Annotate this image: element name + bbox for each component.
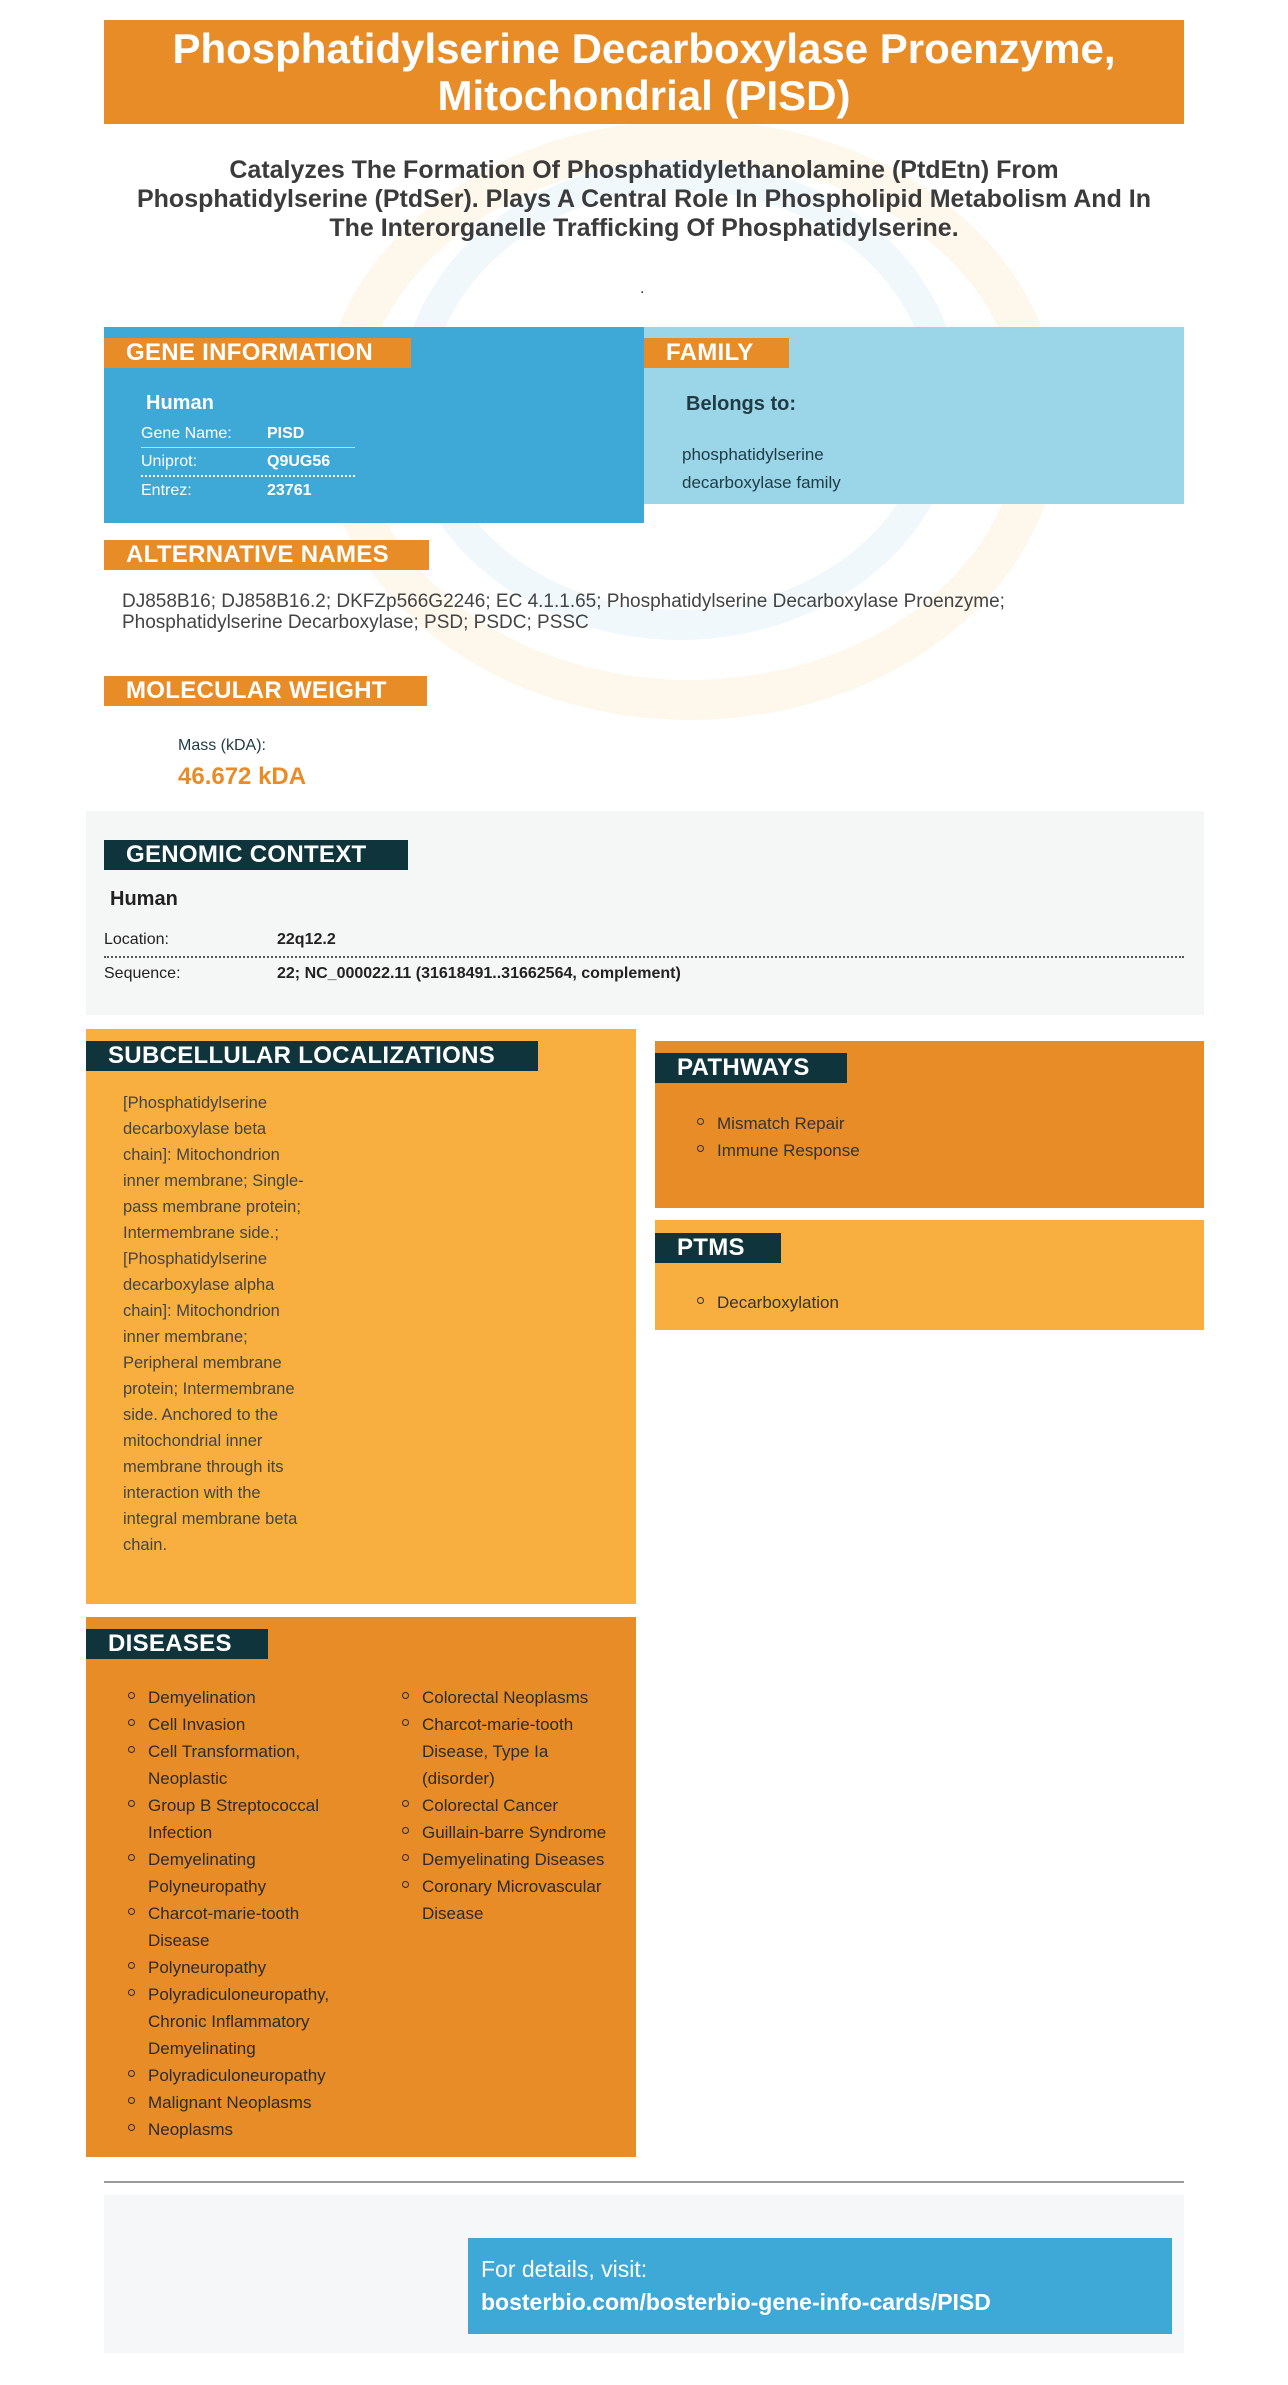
diseases-list-left — [124, 1684, 364, 2143]
family-heading: FAMILY — [644, 338, 789, 368]
family-line: phosphatidylserine — [682, 445, 824, 464]
gene-info-species: Human — [146, 392, 214, 414]
sequence-value: 22; NC_000022.11 (31618491..31662564, complement) — [277, 965, 681, 982]
disease-item: Cell Invasion — [124, 1711, 364, 1738]
disease-item: Polyneuropathy — [124, 1954, 364, 1981]
subcellular-line: integral membrane beta — [123, 1510, 298, 1528]
summary-text: Catalyzes The Formation Of Phosphatidylethanolamine (PtdEtn) From Phosphatidylserine (PtdSer). Plays A Central Role In Phospholipid Metabolism And In The Interorganelle Trafficking Of Phosphatidylserine. — [136, 156, 1152, 242]
footer-link[interactable]: bosterbio.com/bosterbio-gene-info-cards/PISD — [481, 2289, 991, 2315]
entrez-value: 23761 — [267, 481, 312, 499]
entrez-label: Entrez: — [141, 481, 192, 499]
genomic-table — [104, 924, 1184, 990]
subcellular-line: [Phosphatidylserine — [123, 1094, 268, 1112]
pathway-item: Immune Response — [693, 1137, 860, 1164]
uniprot-label: Uniprot: — [141, 452, 198, 470]
footer-prefix: For details, visit: — [481, 2256, 648, 2282]
subcellular-line: inner membrane; — [123, 1328, 248, 1346]
subcellular-line: chain. — [123, 1536, 168, 1554]
gene-info-heading: GENE INFORMATION — [104, 338, 411, 368]
mass-label: Mass (kDA): — [178, 737, 266, 754]
subcellular-line: interaction with the — [123, 1484, 261, 1502]
page-title: Phosphatidylserine Decarboxylase Proenzyme, Mitochondrial (PISD) — [172, 25, 1116, 119]
entrez-row — [141, 477, 355, 504]
disease-item: Polyradiculoneuropathy — [124, 2062, 364, 2089]
pathway-item: Mismatch Repair — [693, 1110, 860, 1137]
separator-dot: . — [640, 280, 645, 297]
genomic-species: Human — [110, 888, 178, 910]
ptms-list — [693, 1289, 839, 1316]
gene-name-label: Gene Name: — [141, 424, 232, 442]
subcellular-line: decarboxylase alpha — [123, 1276, 275, 1294]
disease-item: Charcot-marie-tooth Disease, Type Ia (disorder) — [398, 1711, 628, 1792]
subcellular-line: mitochondrial inner — [123, 1432, 263, 1450]
gene-name-row — [141, 420, 355, 448]
disease-item: Malignant Neoplasms — [124, 2089, 364, 2116]
diseases-list-right — [398, 1684, 628, 1927]
footer-link-box[interactable] — [468, 2238, 1172, 2334]
location-row — [104, 924, 1184, 958]
subcellular-line: Intermembrane side.; — [123, 1224, 279, 1242]
sequence-label: Sequence: — [104, 965, 181, 982]
location-label: Location: — [104, 931, 169, 948]
subcellular-line: membrane through its — [123, 1458, 284, 1476]
ptms-heading: PTMS — [655, 1233, 781, 1263]
disease-item: Neoplasms — [124, 2116, 364, 2143]
subcellular-line: protein; Intermembrane — [123, 1380, 295, 1398]
disease-item: Polyradiculoneuropathy, Chronic Inflammatory Demyelinating — [124, 1981, 364, 2062]
subcellular-line: side. Anchored to the — [123, 1406, 279, 1424]
sequence-row — [104, 958, 1184, 990]
disease-item: Colorectal Cancer — [398, 1792, 628, 1819]
family-line: decarboxylase family — [682, 473, 841, 492]
disease-item: Colorectal Neoplasms — [398, 1684, 628, 1711]
disease-item: Demyelinating Polyneuropathy — [124, 1846, 364, 1900]
family-name — [682, 441, 841, 497]
disease-item: Demyelinating Diseases — [398, 1846, 628, 1873]
subcellular-line: Peripheral membrane — [123, 1354, 282, 1372]
disease-item: Demyelination — [124, 1684, 364, 1711]
subcellular-heading: SUBCELLULAR LOCALIZATIONS — [86, 1041, 538, 1071]
subcellular-line: inner membrane; Single- — [123, 1172, 304, 1190]
family-belongs-label: Belongs to: — [686, 393, 796, 415]
title-banner — [104, 20, 1184, 124]
subcellular-line: [Phosphatidylserine — [123, 1250, 268, 1268]
subcellular-line: chain]: Mitochondrion — [123, 1302, 280, 1320]
uniprot-row — [141, 448, 355, 477]
disease-item: Guillain-barre Syndrome — [398, 1819, 628, 1846]
footer-divider — [104, 2181, 1184, 2183]
subcellular-line: chain]: Mitochondrion — [123, 1146, 280, 1164]
disease-item: Coronary Microvascular Disease — [398, 1873, 628, 1927]
alternative-names-text: DJ858B16; DJ858B16.2; DKFZp566G2246; EC 4.1.1.65; Phosphatidylserine Decarboxylase Proenzyme; Phosphatidylserine Decarboxylase; PSD; PSDC; PSSC — [122, 591, 1005, 633]
ptm-item: Decarboxylation — [693, 1289, 839, 1316]
mass-value: 46.672 kDA — [178, 763, 307, 790]
gene-name-value: PISD — [267, 424, 305, 442]
diseases-heading: DISEASES — [86, 1629, 268, 1659]
pathways-heading: PATHWAYS — [655, 1053, 847, 1083]
genomic-context-heading: GENOMIC CONTEXT — [104, 840, 408, 870]
gene-info-table — [141, 420, 355, 504]
uniprot-value: Q9UG56 — [267, 452, 331, 470]
alternative-names-heading: ALTERNATIVE NAMES — [104, 540, 429, 570]
disease-item: Group B Streptococcal Infection — [124, 1792, 364, 1846]
molecular-weight-heading: MOLECULAR WEIGHT — [104, 676, 427, 706]
subcellular-line: decarboxylase beta — [123, 1120, 267, 1138]
location-value: 22q12.2 — [277, 931, 336, 948]
pathways-list — [693, 1110, 860, 1164]
disease-item: Charcot-marie-tooth Disease — [124, 1900, 364, 1954]
disease-item: Cell Transformation, Neoplastic — [124, 1738, 364, 1792]
subcellular-text — [123, 1090, 383, 1558]
subcellular-line: pass membrane protein; — [123, 1198, 301, 1216]
